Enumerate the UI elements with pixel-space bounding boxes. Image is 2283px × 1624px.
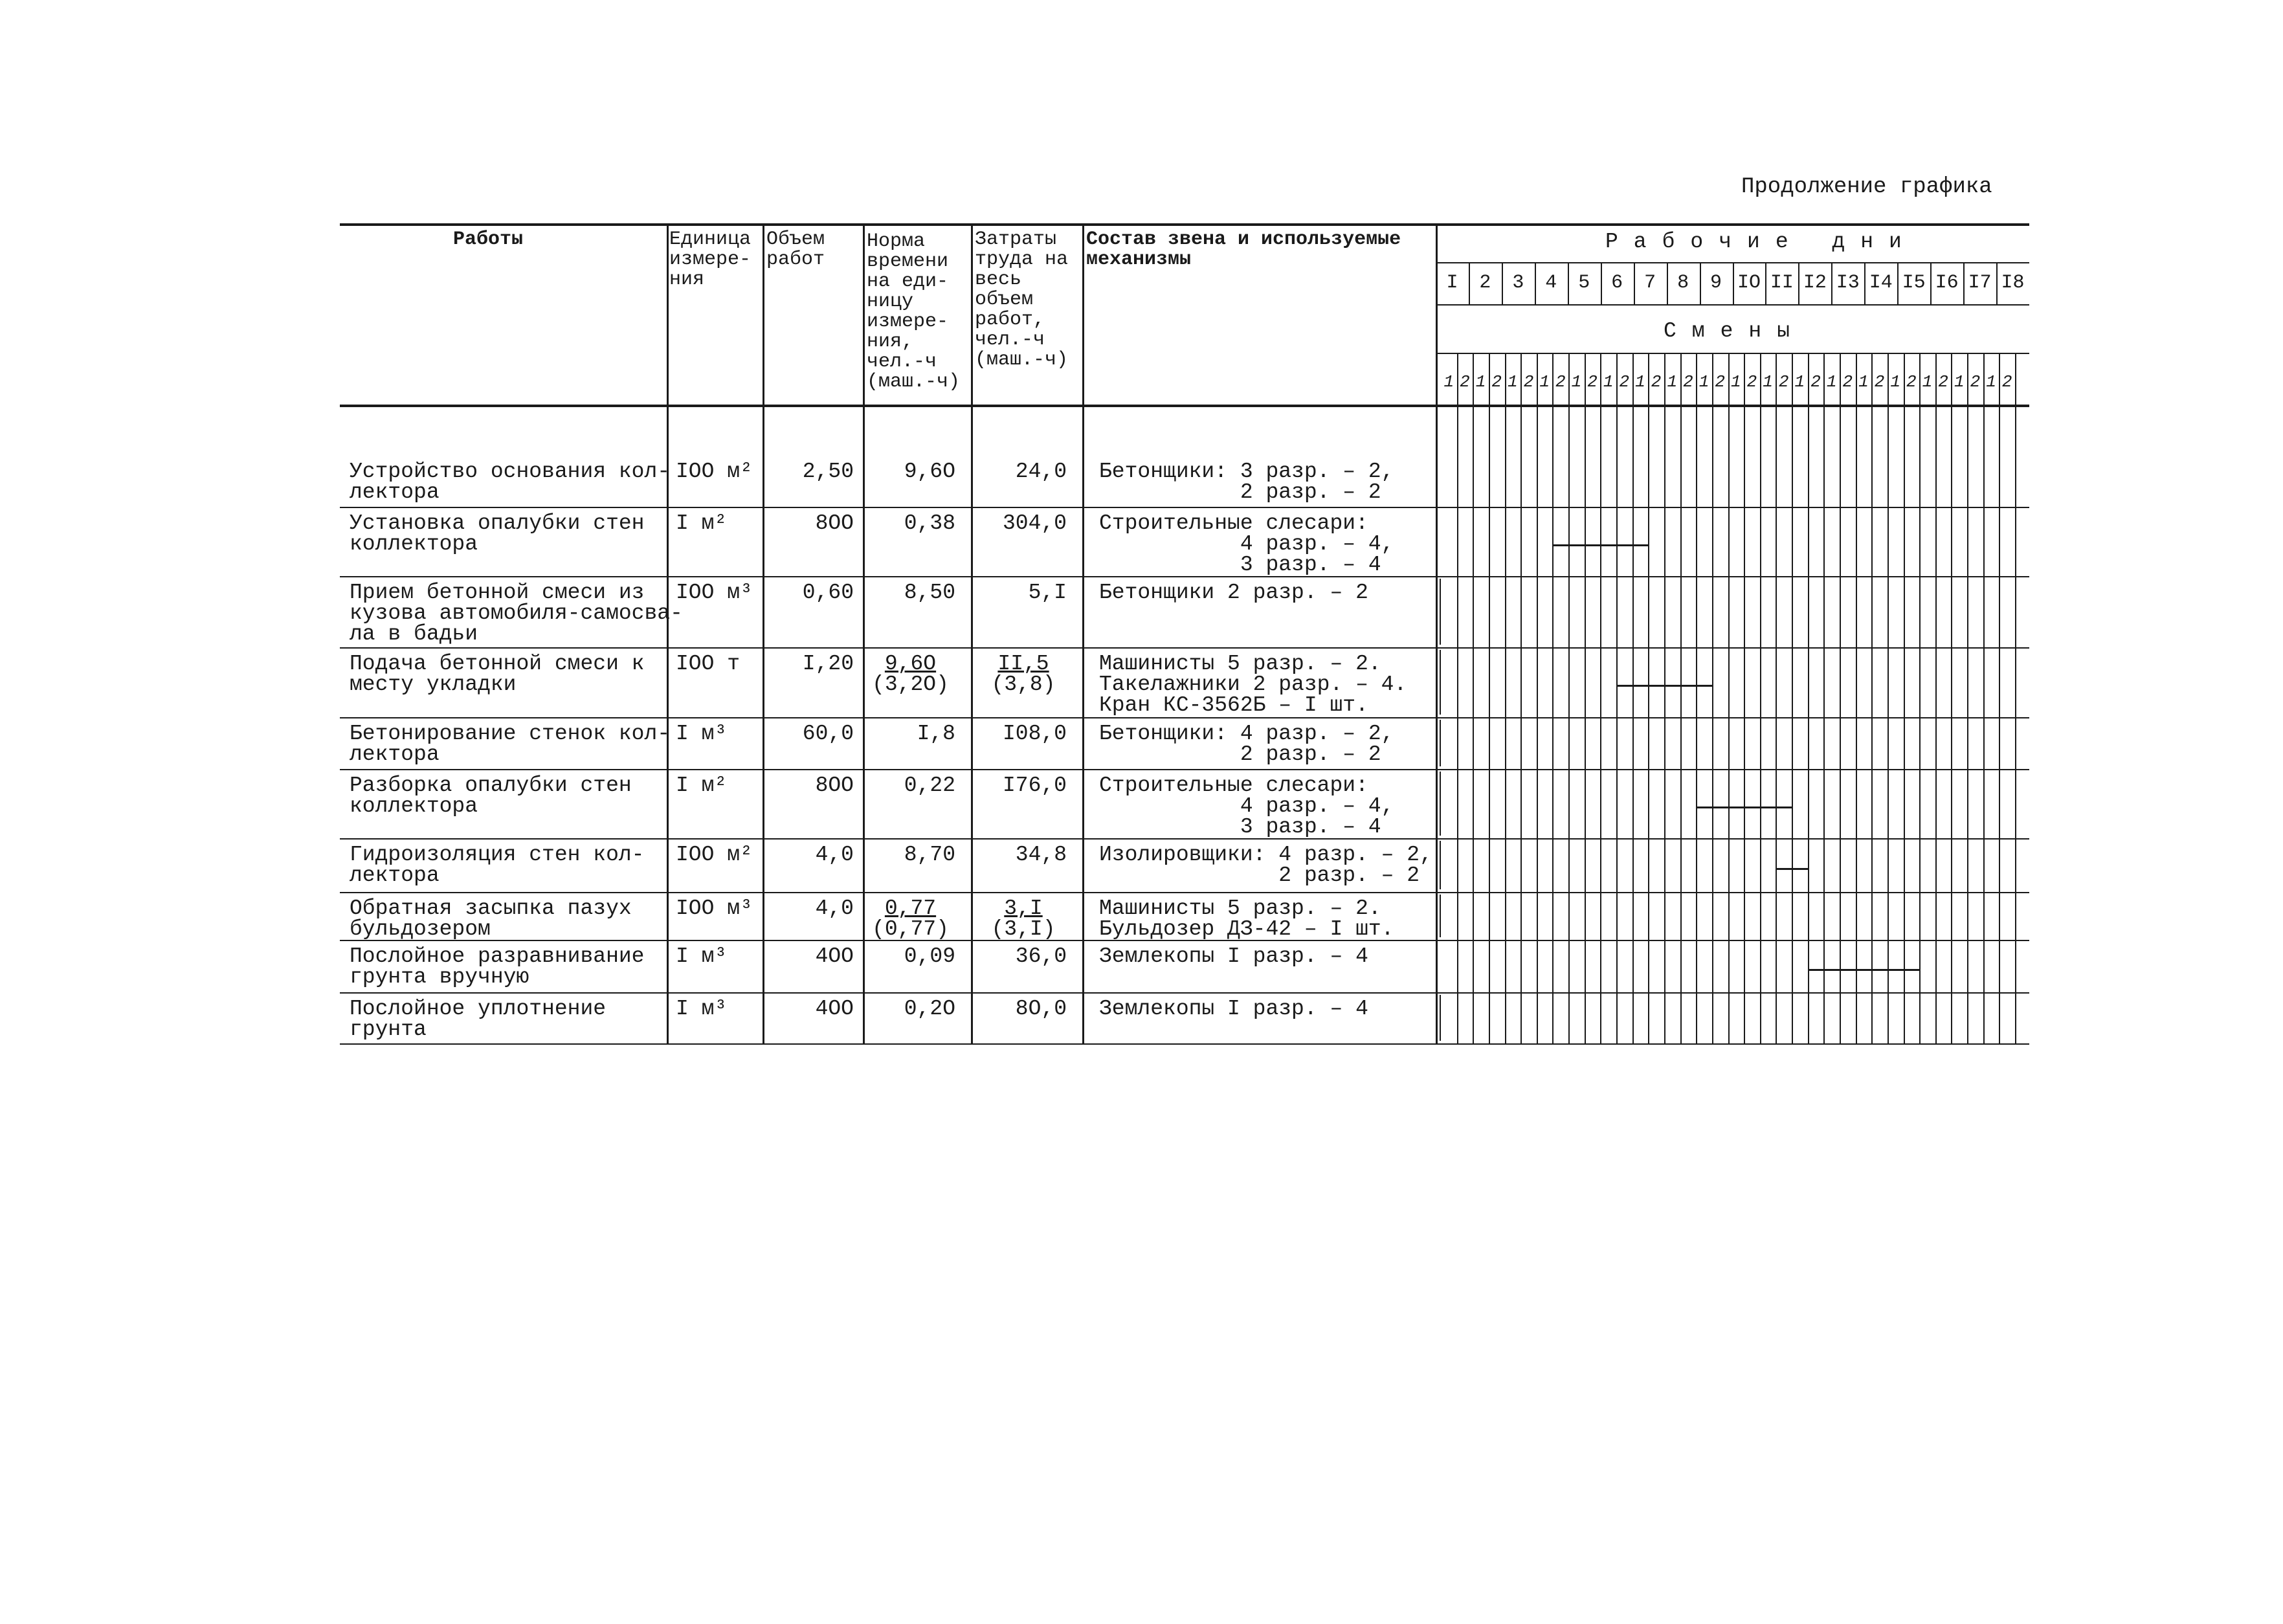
volume-value: 60,0 <box>802 722 854 746</box>
crew-value: Изолировщики: 4 разр. – 2, 2 разр. – 2 <box>1099 843 1432 887</box>
unit-value: IOO м² <box>676 460 753 484</box>
norm-value: 0,2O <box>904 997 955 1021</box>
volume-value: 4OO <box>815 944 854 968</box>
shift-label: 2 <box>1683 372 1693 392</box>
crew-value: Строительные слесари: 4 разр. – 4, 3 разр. – 4 <box>1099 511 1394 577</box>
unit-value: IOO м³ <box>676 581 753 605</box>
unit-value: IOO м³ <box>676 896 753 920</box>
day-label: 6 <box>1611 272 1623 294</box>
norm-machine: (0,77) <box>872 917 949 941</box>
header-unit: Единица измере- ния <box>669 228 752 291</box>
shift-label: 1 <box>1890 372 1900 392</box>
row-divider <box>340 717 2029 718</box>
gantt-bar <box>1696 806 1792 808</box>
grid-bracket <box>1440 895 1441 937</box>
shift-label: 1 <box>1667 372 1678 392</box>
labor-value: 5,I <box>1028 581 1067 605</box>
header-labor: Затраты труда на весь объем работ, чел.-ч (маш.-ч) <box>975 228 1069 371</box>
crew-value: Землекопы I разр. – 4 <box>1099 997 1368 1021</box>
day-label: 7 <box>1644 272 1656 294</box>
shift-label: 1 <box>1794 372 1805 392</box>
shift-label: 2 <box>1746 372 1757 392</box>
gantt-bar <box>1616 685 1712 687</box>
day-label: 2 <box>1479 272 1491 294</box>
shift-label: 2 <box>2001 372 2012 392</box>
shift-label: 2 <box>1938 372 1948 392</box>
work-name: Прием бетонной смеси из кузова автомобиля-самосва- ла в бадьи <box>350 581 683 646</box>
shift-label: 1 <box>1508 372 1518 392</box>
shift-label: 1 <box>1731 372 1741 392</box>
day-label: I <box>1446 272 1458 294</box>
gantt-bar <box>1552 544 1648 546</box>
unit-value: I м³ <box>676 722 728 746</box>
grid-bracket <box>1440 772 1441 836</box>
caption: Продолжение графика <box>1741 175 1992 199</box>
work-name: Гидроизоляция стен кол- лектора <box>350 843 645 887</box>
unit-value: IOO м² <box>676 843 753 867</box>
day-label: 5 <box>1578 272 1590 294</box>
volume-value: 4,0 <box>815 896 854 920</box>
grid-bracket <box>1440 650 1441 715</box>
day-label: I8 <box>2001 272 2025 294</box>
labor-machine: (3,I) <box>991 917 1056 941</box>
shift-label: 1 <box>1571 372 1582 392</box>
day-label: I5 <box>1902 272 1926 294</box>
day-label: II <box>1770 272 1794 294</box>
volume-value: 8OO <box>815 773 854 797</box>
row-divider <box>340 892 2029 893</box>
grid-bracket <box>1440 720 1441 766</box>
volume-value: 4OO <box>815 997 854 1021</box>
shift-label: 2 <box>1715 372 1725 392</box>
column-divider-grid <box>1436 223 1438 1043</box>
work-name: Послойное разравнивание грунта вручную <box>350 944 645 989</box>
days-rule-bottom <box>1436 304 2029 306</box>
day-label: 3 <box>1512 272 1524 294</box>
shifts-rule <box>1436 353 2029 354</box>
labor-main: 3,I <box>1004 896 1043 920</box>
shift-label: 1 <box>1922 372 1933 392</box>
shift-label: 2 <box>1619 372 1630 392</box>
day-label: I4 <box>1869 272 1893 294</box>
shift-label: 2 <box>1970 372 1981 392</box>
gantt-bar <box>1776 868 1807 870</box>
labor-value: I08,0 <box>1002 722 1067 746</box>
crew-value: Машинисты 5 разр. – 2. Такелажники 2 разр. – 4. Кран КС-3562Б – I шт. <box>1099 652 1407 717</box>
day-label: 8 <box>1677 272 1689 294</box>
work-name: Разборка опалубки стен коллектора <box>350 773 632 818</box>
labor-value <box>971 654 1076 695</box>
shift-label: 1 <box>1475 372 1486 392</box>
header-crew: Состав звена и используемые механизмы <box>1086 228 1401 271</box>
volume-value: 4,0 <box>815 843 854 867</box>
norm-value <box>863 654 958 695</box>
column-divider-vol <box>763 223 764 1043</box>
header-works: Работы <box>453 228 524 250</box>
shift-label: 1 <box>1763 372 1773 392</box>
norm-value: 0,38 <box>904 511 955 535</box>
labor-value: I76,0 <box>1002 773 1067 797</box>
row-divider <box>340 1043 2029 1045</box>
crew-value: Бетонщики: 4 разр. – 2, 2 разр. – 2 <box>1099 722 1394 766</box>
shift-label: 1 <box>1954 372 1965 392</box>
gantt-bar-end <box>1919 962 1921 977</box>
work-name: Бетонирование стенок кол- лектора <box>350 722 671 766</box>
volume-value: 8OO <box>815 511 854 535</box>
volume-value: 0,60 <box>802 581 854 605</box>
labor-value: 304,0 <box>1002 511 1067 535</box>
volume-value: I,20 <box>802 652 854 676</box>
day-label: 4 <box>1545 272 1557 294</box>
shift-label: 2 <box>1460 372 1470 392</box>
labor-value: 36,0 <box>1015 944 1067 968</box>
crew-value: Бетонщики: 3 разр. – 2, 2 разр. – 2 <box>1099 460 1394 504</box>
header-norm: Норма времени на еди- ницу измере- ния, чел.-ч (маш.-ч) <box>867 230 961 393</box>
norm-value: I,8 <box>917 722 955 746</box>
norm-value: 0,22 <box>904 773 955 797</box>
gantt-bar-end <box>1648 538 1649 552</box>
row-divider <box>340 769 2029 770</box>
shift-label: 1 <box>1986 372 1996 392</box>
norm-value: 9,6O <box>904 460 955 484</box>
crew-value: Бетонщики 2 разр. – 2 <box>1099 581 1368 605</box>
labor-main: II,5 <box>997 652 1049 676</box>
unit-value: I м³ <box>676 997 728 1021</box>
gantt-bar-end <box>1712 678 1713 693</box>
shift-label: 1 <box>1443 372 1454 392</box>
shift-label: 1 <box>1539 372 1550 392</box>
day-label: IO <box>1737 272 1761 294</box>
gantt-bar-end <box>1792 800 1793 814</box>
shift-label: 1 <box>1858 372 1869 392</box>
norm-value: 0,09 <box>904 944 955 968</box>
shift-label: 2 <box>1555 372 1566 392</box>
labor-value: 24,0 <box>1015 460 1067 484</box>
day-label: I2 <box>1803 272 1827 294</box>
volume-value: 2,50 <box>802 460 854 484</box>
shift-label: 2 <box>1523 372 1534 392</box>
labor-machine: (3,8) <box>991 673 1056 696</box>
norm-value: 8,70 <box>904 843 955 867</box>
row-divider <box>340 507 2029 508</box>
norm-value: 8,50 <box>904 581 955 605</box>
work-name: Обратная засыпка пазух бульдозером <box>350 896 632 941</box>
grid-bracket <box>1440 579 1441 645</box>
work-name: Подача бетонной смеси к месту укладки <box>350 652 645 696</box>
day-label: I6 <box>1935 272 1959 294</box>
norm-machine: (3,2O) <box>872 673 949 696</box>
day-label: I3 <box>1836 272 1860 294</box>
labor-value <box>971 898 1076 940</box>
shift-label: 2 <box>1874 372 1885 392</box>
shift-label: 2 <box>1651 372 1662 392</box>
gantt-bar <box>1808 969 1919 971</box>
day-label: I7 <box>1968 272 1992 294</box>
labor-value: 8O,0 <box>1015 997 1067 1021</box>
shift-label: 1 <box>1698 372 1709 392</box>
header-volume: Объем работ <box>766 228 825 271</box>
row-divider <box>340 992 2029 994</box>
shift-label: 1 <box>1826 372 1837 392</box>
shift-label: 1 <box>1603 372 1614 392</box>
work-name: Послойное уплотнение грунта <box>350 997 607 1041</box>
crew-value: Строительные слесари: 4 разр. – 4, 3 разр. – 4 <box>1099 773 1394 839</box>
column-divider-crew <box>1082 223 1084 1043</box>
norm-main: 9,6O <box>884 652 937 676</box>
shift-label: 2 <box>1906 372 1917 392</box>
grid-bracket <box>1440 995 1441 1041</box>
shift-label: 2 <box>1842 372 1853 392</box>
crew-value: Машинисты 5 разр. – 2. Бульдозер ДЗ-42 – I шт. <box>1099 896 1394 941</box>
header-shifts: Смены <box>1664 319 1806 343</box>
norm-value <box>863 898 958 940</box>
gantt-bar-end <box>1808 862 1809 876</box>
unit-value: IOO т <box>676 652 741 676</box>
work-name: Установка опалубки стен коллектора <box>350 511 645 556</box>
shift-label: 2 <box>1810 372 1821 392</box>
shift-label: 2 <box>1587 372 1598 392</box>
labor-value: 34,8 <box>1015 843 1067 867</box>
work-name: Устройство основания кол- лектора <box>350 460 671 504</box>
crew-value: Землекопы I разр. – 4 <box>1099 944 1368 968</box>
shift-label: 2 <box>1778 372 1789 392</box>
unit-value: I м² <box>676 511 728 535</box>
day-label: 9 <box>1710 272 1722 294</box>
row-divider <box>340 647 2029 649</box>
table-top-rule <box>340 223 2029 226</box>
grid-bracket <box>1440 841 1441 889</box>
norm-main: 0,77 <box>884 896 937 920</box>
unit-value: I м² <box>676 773 728 797</box>
shift-label: 2 <box>1491 372 1502 392</box>
unit-value: I м³ <box>676 944 728 968</box>
header-working-days: Рабочие дни <box>1605 230 1917 254</box>
shift-label: 1 <box>1635 372 1645 392</box>
